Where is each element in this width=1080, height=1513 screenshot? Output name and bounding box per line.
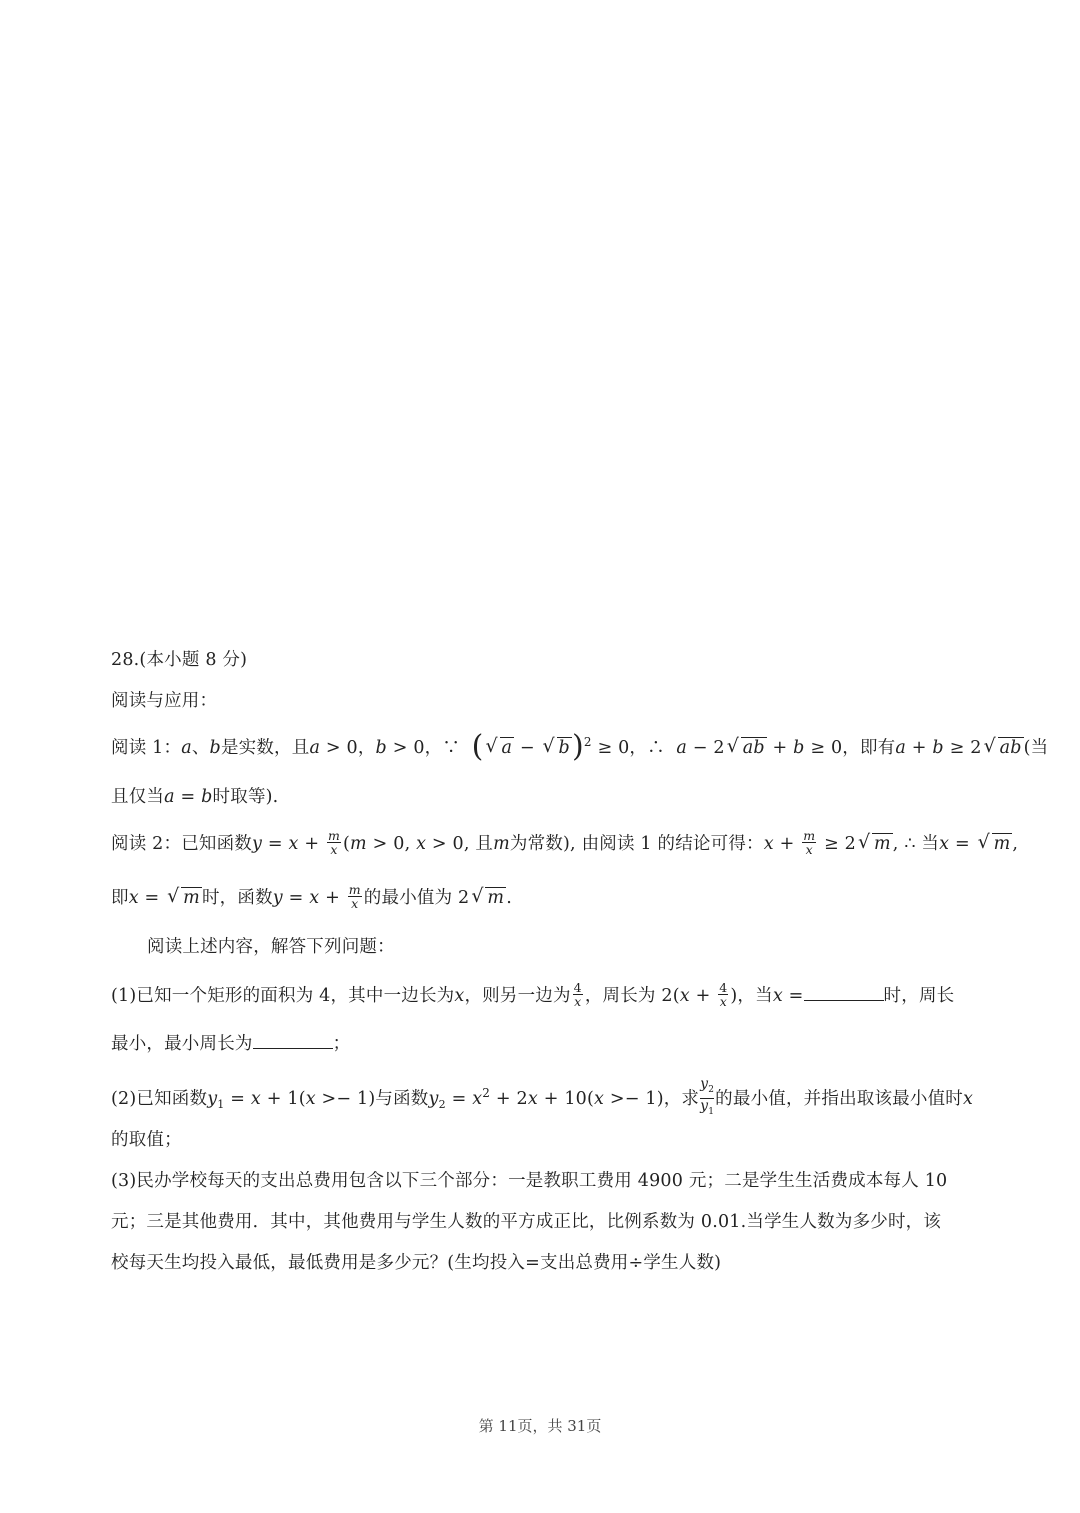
answer-blank-perimeter[interactable] (253, 1030, 333, 1049)
instruction: 阅读上述内容，解答下列问题： (147, 937, 395, 957)
part3-line2: 元；三是其他费用．其中，其他费用与学生人数的平方成正比，比例系数为 0.01.当学生人数为多少时，该 (111, 1212, 942, 1232)
part2-line1: (2)已知函数$y_1 = x + 1(x >- 1)$与函数$y_2 = x^2 + 2x + 10(x >- 1)$，求 $\frac{y_2}{y_1}$ 的最小值，并指出取该最小值时x (111, 1076, 974, 1117)
part2-line2: 的取值； (111, 1130, 182, 1150)
reading1-line1: 阅读 1：a、b是实数，且a > 0，b > 0，∵ (√ a − √ b)$^2$ ≥ 0，∴ a − 2√ ab + b ≥ 0，即有a + b ≥ 2√ ab (当 (111, 735, 970, 762)
answer-blank-x[interactable] (804, 982, 884, 1001)
part1-line1: (1)已知一个矩形的面积为 4，其中一边长为x，则另一边为 $\frac{4}{x}$ ，周长为 2(x + $\frac{4}{x}$ )，当x = 时，周长 (111, 980, 955, 1009)
part3-line3: 校每天生均投入最低，最低费用是多少元？(生均投入=支出总费用÷学生人数) (111, 1253, 722, 1273)
question-title: 阅读与应用： (111, 691, 218, 711)
part1-line2: 最小，最小周长为 ； (111, 1030, 970, 1057)
part3-line1: (3)民办学校每天的支出总费用包含以下三个部分：一是教职工费用 4900 元；二是学生生活费成本每人 10 (111, 1171, 948, 1191)
reading2-line1: 阅读 2：已知函数y = x + $\frac{m}{x}$ (m > 0, x > 0, 且m为常数), 由阅读 1 的结论可得：x + $\frac{m}{x}$ ≥ 2√ m , ∴ 当x = √ m , (111, 831, 970, 858)
question-header: 28.(本小题 8 分) (111, 650, 248, 670)
reading2-line2: 即x = √ m 时，函数y = x + $\frac{m}{x}$ 的最小值为 2√ m . (111, 885, 970, 912)
page-footer: 第 11页，共 31页 (478, 1417, 602, 1435)
reading1-line2: 且仅当a = b时取等). (111, 787, 279, 807)
